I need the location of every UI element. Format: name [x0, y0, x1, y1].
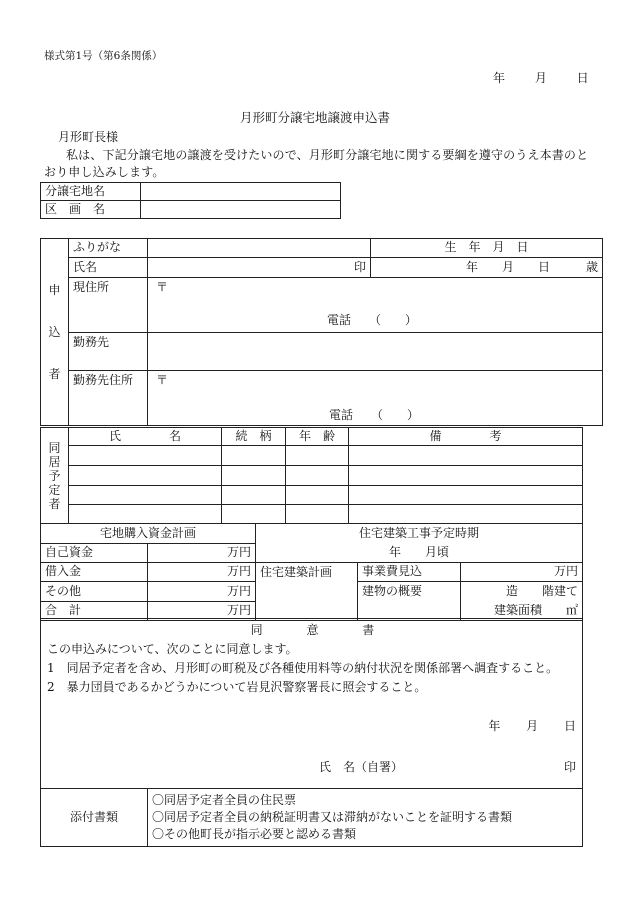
construction-header: 住宅建築工事予定時期: [359, 526, 480, 540]
cohabitant-relation-cell[interactable]: [222, 486, 286, 505]
loan-field[interactable]: 万円: [148, 563, 256, 582]
cohabitant-name-cell[interactable]: [69, 466, 222, 486]
cohabitant-remarks-cell[interactable]: [349, 486, 583, 505]
name-label: 氏名: [69, 258, 148, 278]
cohabitant-row: [41, 466, 583, 486]
address-field[interactable]: [148, 278, 603, 333]
cohabitant-name-cell[interactable]: [69, 446, 222, 466]
cohabitant-name-cell[interactable]: [69, 505, 222, 524]
intro-text: 私は、下記分譲宅地の譲渡を受けたいので、月形町分譲宅地に関する要綱を遵守のうえ本書のとおり申し込みします。: [44, 148, 589, 179]
building-outline-field[interactable]: [461, 582, 583, 621]
funding-table: [40, 523, 583, 621]
attachments-list: [148, 789, 583, 847]
consent-item-2: 2 暴力団員であるかどうかについて岩見沢警察署長に照会すること。: [47, 680, 427, 694]
site-name-field[interactable]: [141, 183, 341, 201]
cohabitant-age-cell[interactable]: [286, 446, 349, 466]
cohabitant-age-cell[interactable]: [286, 486, 349, 505]
applicant-section-label: 申 込 者: [41, 239, 69, 426]
cohabitant-row: [41, 486, 583, 505]
attachment-item: 〇その他町長が指示必要と認める書類: [152, 827, 357, 841]
other-funds-label: その他: [41, 582, 148, 602]
workplace-field[interactable]: [148, 333, 603, 371]
phone-line: 電話 （ ）: [327, 313, 418, 328]
construction-period-cell[interactable]: [256, 524, 583, 563]
plot-name-field[interactable]: [141, 201, 341, 219]
cohabitant-table: [40, 427, 583, 524]
floor-area-line: 建築面積 ㎡: [494, 603, 579, 617]
cohabitant-section-label: 同 居 予 定 者: [41, 428, 69, 524]
col-relation-header: 続 柄: [222, 428, 286, 446]
col-name-header: 氏 名: [69, 428, 222, 446]
signature-line[interactable]: [47, 758, 578, 777]
structure-line: 造 階建て: [506, 584, 579, 598]
document-title: 月形町分譲宅地譲渡申込書: [239, 110, 390, 125]
cost-estimate-label: 事業費見込: [358, 563, 461, 582]
birth-date-label: 生 年 月 日: [371, 239, 603, 258]
cohabitant-row: [41, 505, 583, 524]
cohabitant-name-cell[interactable]: [69, 486, 222, 505]
site-table: [40, 182, 341, 219]
total-field[interactable]: 万円: [148, 601, 256, 621]
consent-item-1: 1 同居予定者を含め、月形町の町税及び各種使用料等の納付状況を関係部署へ調査すること。: [47, 661, 559, 675]
building-outline-label: 建物の概要: [358, 582, 461, 621]
work-phone-line: 電話 （ ）: [329, 408, 420, 423]
addressee: 月形町長様: [58, 130, 119, 144]
attachment-item: 〇同居予定者全員の納税証明書又は滞納がないことを証明する書類: [152, 810, 513, 824]
cohabitant-remarks-cell[interactable]: [349, 505, 583, 524]
plot-name-label: 区 画 名: [41, 201, 141, 219]
total-label: 合 計: [41, 601, 148, 621]
cohabitant-relation-cell[interactable]: [222, 466, 286, 486]
birth-date-field[interactable]: 年 月 日 歳: [371, 258, 603, 278]
attachments-table: [40, 788, 583, 847]
application-table: [40, 238, 603, 426]
consent-date: 年 月 日: [488, 719, 576, 733]
seal-mark: 印: [354, 259, 367, 274]
postal-mark: 〒: [156, 280, 169, 294]
name-field[interactable]: [148, 258, 371, 278]
consent-section: [41, 619, 583, 789]
address-label: 現住所: [69, 278, 148, 333]
consent-title: 同 意 書: [250, 623, 375, 637]
work-address-label: 勤務先住所: [69, 371, 148, 426]
cohabitant-remarks-cell[interactable]: [349, 466, 583, 486]
cohabitant-relation-cell[interactable]: [222, 446, 286, 466]
furigana-field[interactable]: [148, 239, 371, 258]
col-age-header: 年 齢: [286, 428, 349, 446]
form-number: 様式第1号（第6条関係）: [44, 50, 163, 62]
work-postal-mark: 〒: [156, 373, 169, 387]
cohabitant-remarks-cell[interactable]: [349, 446, 583, 466]
construction-period: 年 月頃: [389, 545, 450, 559]
consent-lead: この申込みについて、次のことに同意します。: [47, 642, 298, 656]
building-plan-label: 住宅建築計画: [256, 563, 358, 621]
cohabitant-row: [41, 446, 583, 466]
signature-label: 氏 名（自署）: [319, 760, 404, 774]
cohabitant-age-cell[interactable]: [286, 505, 349, 524]
attachments-label: 添付書類: [41, 789, 148, 847]
own-funds-field[interactable]: 万円: [148, 543, 256, 563]
own-funds-label: 自己資金: [41, 543, 148, 563]
col-remarks-header: 備 考: [349, 428, 583, 446]
submission-date: 年 月 日: [493, 71, 589, 85]
funding-header: 宅地購入資金計画: [41, 524, 256, 544]
cost-estimate-field[interactable]: 万円: [461, 563, 583, 582]
work-address-field[interactable]: [148, 371, 603, 426]
other-funds-field[interactable]: 万円: [148, 582, 256, 602]
attachment-item: 〇同居予定者全員の住民票: [152, 793, 297, 807]
consent-table: [40, 618, 583, 789]
furigana-label: ふりがな: [69, 239, 148, 258]
cohabitant-age-cell[interactable]: [286, 466, 349, 486]
workplace-label: 勤務先: [69, 333, 148, 371]
signature-seal: 印: [563, 760, 576, 774]
site-name-label: 分譲宅地名: [41, 183, 141, 201]
loan-label: 借入金: [41, 563, 148, 582]
cohabitant-relation-cell[interactable]: [222, 505, 286, 524]
